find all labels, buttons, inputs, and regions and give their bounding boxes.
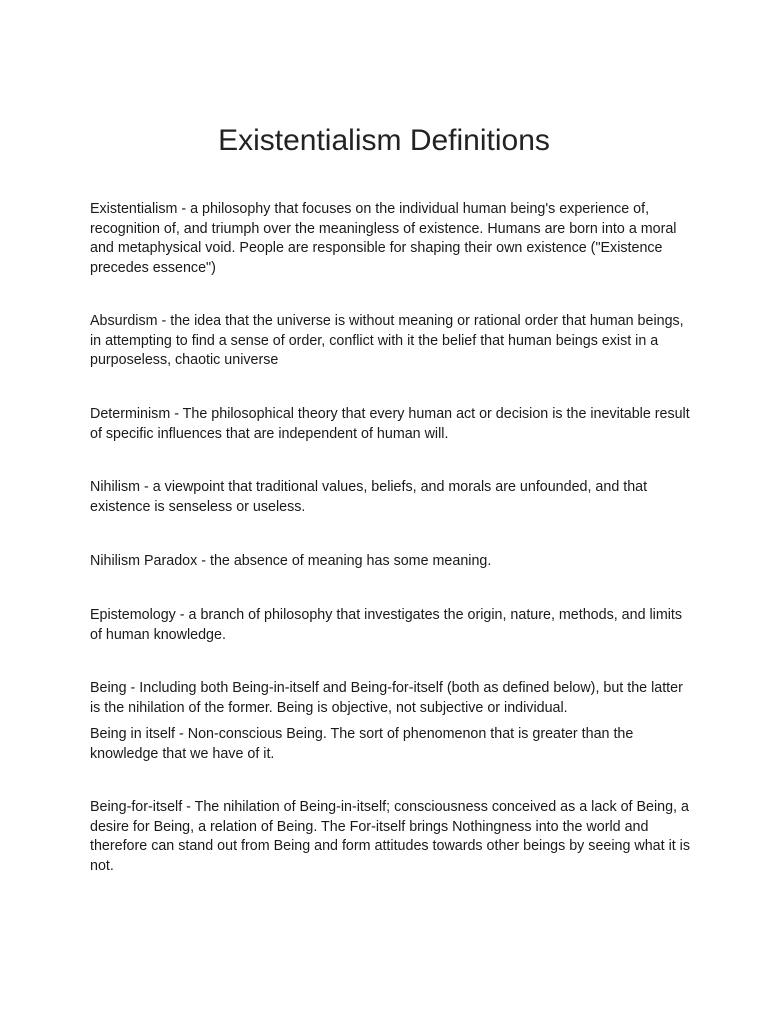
definition-existentialism: Existentialism - a philosophy that focuses on the individual human being's experience of, recognition of, and triumph over the meaningless of existence. Humans are born into a moral and metaphysical void. People are responsible for shaping their own existence ("Existence precedes essence") [90,201,677,276]
definition-nihilism-paradox: Nihilism Paradox - the absence of meaning has some meaning. [90,553,492,569]
definition-being-for-itself: Being-for-itself - The nihilation of Being-in-itself; consciousness conceived as a lack of Being, a desire for Being, a relation of Being. The For-itself brings Nothingness into the world and therefore can stand out from Being and form attitudes towards other beings by seeing what it is not. [90,799,691,874]
definition-being: Being - Including both Being-in-itself and Being-for-itself (both as defined below), but the latter is the nihilation of the former. Being is objective, not subjective or individual. [90,680,683,716]
page-title: Existentialism Definitions [218,124,550,157]
definition-determinism: Determinism - The philosophical theory that every human act or decision is the inevitable result of specific influences that are independent of human will. [90,406,690,442]
definition-being-in-itself: Being in itself - Non-conscious Being. The sort of phenomenon that is greater than the knowledge that we have of it. [90,726,634,762]
definition-absurdism: Absurdism - the idea that the universe is without meaning or rational order that human beings, in attempting to find a sense of order, conflict with it the belief that human beings exist in a purposeless, chaotic universe [90,313,684,369]
definition-nihilism: Nihilism - a viewpoint that traditional values, beliefs, and morals are unfounded, and that existence is senseless or useless. [90,479,648,515]
definition-epistemology: Epistemology - a branch of philosophy that investigates the origin, nature, methods, and limits of human knowledge. [90,607,683,643]
